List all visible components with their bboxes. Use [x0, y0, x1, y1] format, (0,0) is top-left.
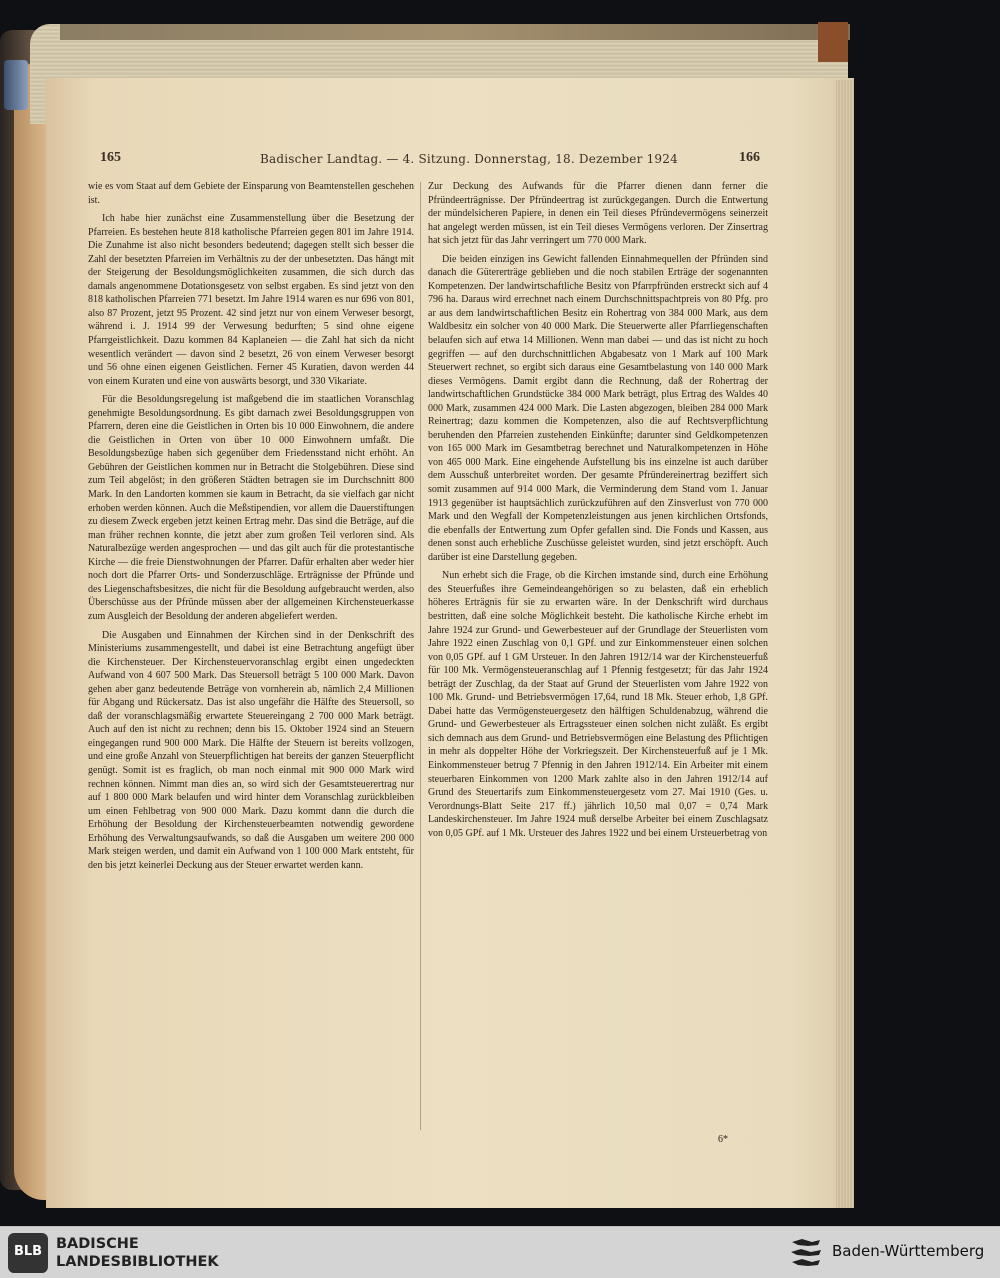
- book-cover-corner: [818, 22, 848, 62]
- library-name[interactable]: [56, 1235, 219, 1271]
- viewer-footer-bar: [0, 1226, 1000, 1278]
- bookmark-ribbon-icon: [4, 60, 28, 110]
- paragraph: Nun erhebt sich die Frage, ob die Kirchen imstande sind, durch eine Erhöhung des Steuerfußes ihre Gemeindeangehörigen so zu belasten, daß ein erheblich höheres Erträgnis für sie zu erwarten wäre. In der Denkschrift wird durchaus bestritten, daß eine solche Möglichkeit besteht. Die katholische Kirche erhebt im Jahre 1924 zur Grund- und Gewerbesteuer auf der Grundlage der Steuerlisten vom Jahre 1922 einen Zuschlag von 0,1 GPf. und zur Einkommensteuer einen solchen von 0,05 GPf. auf 1 GM Ursteuer. In den Jahren 1912/14 war der Kirchensteuerfuß für 100 Mk. Vermögensteueranschlag auf 1 Pfennig festgesetzt; für das Jahr 1924 beträgt der Zuschlag, da der Staat auf Grund der Steuerlisten vom Jahre 1922 von 100 Mk. Grund- und Betriebsvermögen 17,64, rund 18 Mk. Steuer erhob, 1,8 GPf. Dabei hatte das Vermögensteuergesetz den hälftigen Schuldenabzug, während die Grund- und Gewerbesteuer als Ertragssteuer einen solchen nicht zuläßt. Es ergibt sich demnach aus dem Grund- und Betriebsvermögen eine Belastung des Pflichtigen in mehr als doppelter Höhe der Vorkriegszeit. Der Kirchensteuerfuß auf je 1 Mk. Einkommensteuer betrug 7 Pfennig in den Jahren 1912/14. Ein Arbeiter mit einem steuerbaren Einkommen von 1200 Mark zahlte also in den Jahren 1912/14 auf Grund des Steuertarifs zum Einkommensteuergesetz vom 27. Mai 1910 (Ges. u. Verordnungs-Blatt Seite 217 ff.) jährlich 10,50 mal 0,07 = 0,74 Mark Landeskirchensteuer. Im Jahre 1924 muß derselbe Arbeiter bei einem Zuschlagsatz von 0,05 GPf. auf 1 Mk. Ursteuer des Jahres 1922 und bei einem Ursteuerbetrag von: [428, 570, 768, 839]
- paragraph: wie es vom Staat auf dem Gebiete der Einsparung von Beamtenstellen geschehen ist.: [88, 181, 414, 206]
- running-title: Badischer Landtag. — 4. Sitzung. Donnerstag, 18. Dezember 1924: [260, 152, 678, 166]
- library-name-line2: LANDESBIBLIOTHEK: [56, 1254, 219, 1270]
- blb-logo-icon[interactable]: [8, 1233, 48, 1273]
- paragraph: Die beiden einzigen ins Gewicht fallenden Einnahmequellen der Pfründen sind danach die Gütererträge geblieben und die noch stabilen Erträge der sogenannten Kompetenzen. Der landwirtschaftliche Besitz von Pfarrpfründen erstreckt sich auf 4 796 ha. Daraus wird errechnet nach einem Durchschnittspachtpreis von 80 Pfg. pro ar aus dem landwirtschaftlichen Besitz ein Rohertrag von 384 000 Mark, aus dem Waldbesitz ein solcher von 40 000 Mark. Die Steuerwerte aller Pfarrliegenschaften belaufen sich auf etwa 14 Millionen. Wenn man dabei — und das ist nicht zu hoch gegriffen — auf den durchschnittlichen Abgabesatz von 1 Mark auf 100 Mark Steuerwert rechnet, so ergibt sich daraus eine Gesamtbelastung von 140 000 Mark dieses Vermögens. Damit ergibt dann die Rechnung, daß der Rohertrag der landwirtschaftlichen Grundstücke 384 000 Mark beträgt, plus Ertrag des Waldes 40 000 Mark, zusammen 424 000 Mark. Die Lasten abgezogen, bleiben 284 000 Mark Reinertrag; dazu kommen die Kompetenzen, also die auf Rechtsverpflichtung beruhenden den Pfarreien zustehenden Einkünfte; darunter sind Geldkompetenzen von 165 000 Mark im Gesamtbetrag berechnet und Naturalkompetenzen in Höhe von 465 000 Mark. Eine eingehende Aufstellung bis ins einzelne ist auch darüber dem Ausschuß unterbreitet worden. Der gesamte Pfründereinertrag beziffert sich somit zusammen auf 914 000 Mark, die Verminderung dem Stand vom 1. Januar 1913 gegenüber ist hauptsächlich zurückzuführen auf den Zinsverlust von 770 000 Mark und den Wegfall der Kompetenzleistungen aus jenen kirchlichen Ortsfonds, die ebenfalls der Entwertung zum Opfer gefallen sind. Die Fonds und Kassen, aus denen sonst auch erhebliche Zuschüsse geleistet wurden, sind jetzt erschöpft. Auch darüber ist eine Darstellung gegeben.: [428, 253, 768, 563]
- text-column-right: [428, 180, 768, 1140]
- page-number-right: 166: [739, 150, 760, 165]
- library-name-line1: BADISCHE: [56, 1236, 139, 1252]
- state-name[interactable]: Baden-Württemberg: [832, 1242, 985, 1260]
- column-divider: [420, 182, 421, 1130]
- baden-wuerttemberg-lions-icon[interactable]: [788, 1235, 824, 1271]
- page-edge-stack: [836, 80, 854, 1208]
- page-number-left: 165: [100, 150, 121, 165]
- paragraph: Die Ausgaben und Einnahmen der Kirchen sind in der Denkschrift des Ministeriums zusammengestellt, und dabei ist eine Betrachtung angefügt über die Kirchensteuer. Der Kirchensteuervoranschlag ergibt einen ungedeckten Aufwand von 4 607 500 Mark. Das Steuersoll beträgt 5 100 000 Mark. Davon gehen aber ganz bedeutende Beträge von vornherein ab, nämlich 2,4 Millionen für Abgang und Rückersatz. Das ist also ungefähr die Hälfte des Steuersoll, so daß der voranschlagsmäßig erwartete Steuereingang 2 700 000 Mark beträgt. Auch auf den ist nicht zu rechnen; denn bis 15. Oktober 1924 sind an Steuern eingegangen rund 900 000 Mark. Die Hälfte der Steuern ist bereits vollzogen, und eine große Anzahl von Steuerpflichtigen hat bereits der ganzen Steuerpflicht genügt. Somit ist es fraglich, ob man noch einmal mit 900 000 Mark wird rechnen können. Nimmt man dies an, so wird sich der Gesamtsteuerertrag nur auf 1 800 000 Mark belaufen und wird hinter dem Voranschlag zurückbleiben um einen Fehlbetrag von 900 000 Mark. Dazu kommt dann die durch die Erhöhung der Besoldung der Kirchensteuerbeamten notwendig gewordene Erhöhung des Verwaltungsaufwands, so daß die Ausgaben um weitere 200 000 Mark steigen werden, und damit ein Aufwand von 1 100 000 Mark entsteht, für den bis jetzt keinerlei Deckung aus der Steuer erwartet werden kann.: [88, 629, 414, 871]
- signature-mark: 6*: [718, 1134, 728, 1145]
- text-column-left: [88, 180, 414, 1135]
- paragraph: Zur Deckung des Aufwands für die Pfarrer dienen dann ferner die Pfründeerträgnisse. Der Pfründeertrag ist zurückgegangen. Durch die Entwertung der mündelsicheren Papiere, in denen ein Teil dieses Pfründevermögens seinerzeit hat angelegt werden müssen, ist ein Teil dieses Vermögens verloren. Der Zinsertrag hat sich jetzt für das Jahr verringert um 770 000 Mark.: [428, 181, 768, 247]
- paragraph: Für die Besoldungsregelung ist maßgebend die im staatlichen Voranschlag genehmigte Besoldungsordnung. Es gibt darnach zwei Besoldungsgruppen von Pfarrern, deren eine die Geistlichen in Orten bis 10 000 Einwohnern, die andere die Geistlichen in Orten von über 10 000 Einwohnern umfaßt. Die Besoldungsbezüge haben sich gegenüber dem Friedensstand nicht erhöht. An Gebühren der Geistlichen kommen nur in Betracht die Stolgebühren. Diese sind zum Teil abgelöst; in den größeren Städten betragen sie im Durchschnitt 800 Mark. In den Landorten kommen sie kaum in Betracht, da sie vielfach gar nicht erhoben werden können. Auch die Meßstipendien, vor allem die Dauerstiftungen zu diesem Zweck ergeben jetzt keinen Ertrag mehr. Das sind die Beträge, auf die man früher rechnen konnte, die jetzt aber zum großen Teil verloren sind. Als Naturalbezüge werden angesprochen — und das gilt auch für die protestantische Kirche — die freie Dienstwohnungen der Pfarrer. Dafür erhalten aber weder hier noch dort die Pfarrer Orts- und Sonderzuschläge. Erträgnisse der Pfründe und des Liegenschaftsbesitzes, die nicht für die Besoldung aufgebraucht werden, also Überschüsse aus der Pfründe müssen aber der allgemeinen Kirchensteuerkasse zum Ausgleich der Besoldung der anderen abgeliefert werden.: [88, 394, 414, 622]
- book-headband: [60, 24, 850, 40]
- running-header: [100, 150, 760, 170]
- paragraph: Ich habe hier zunächst eine Zusammenstellung über die Besetzung der Pfarreien. Es bestehen heute 818 katholische Pfarreien gegen 801 im Jahre 1914. Die Zunahme ist also nicht besonders bedeutend; dagegen stellt sich besser die Zahl der besetzten Pfarreien im Verhältnis zu der der unbesetzten. Das hängt mit der Steigerung der Besoldungsmöglichkeiten zusammen, die sich durch das damals angenommene Dotationsgesetz von selbst ergaben. Es sind jetzt von den 818 katholischen Pfarreien 771 besetzt. Im Jahre 1914 waren es nur 696 von 801, also 87 Prozent, jetzt 95 Prozent. 42 sind jetzt nur von einem Verweser besorgt, während i. J. 1914 99 der Verwesung bedurften; 5 sind ohne eigene Pfarrgeistlichkeit. Dazu kommen 84 Kaplaneien — die Zahl hat sich da nicht wesentlich verändert — davon sind 2 besetzt, 26 von einem Verweser besorgt und 56 ohne einen eigenen Geistlichen. Ferner 45 Kuratien, davon werden 44 von einem Kuraten und eine von auswärts besorgt, und 330 Vikariate.: [88, 213, 414, 387]
- blb-logo-label: BLB: [13, 1244, 43, 1259]
